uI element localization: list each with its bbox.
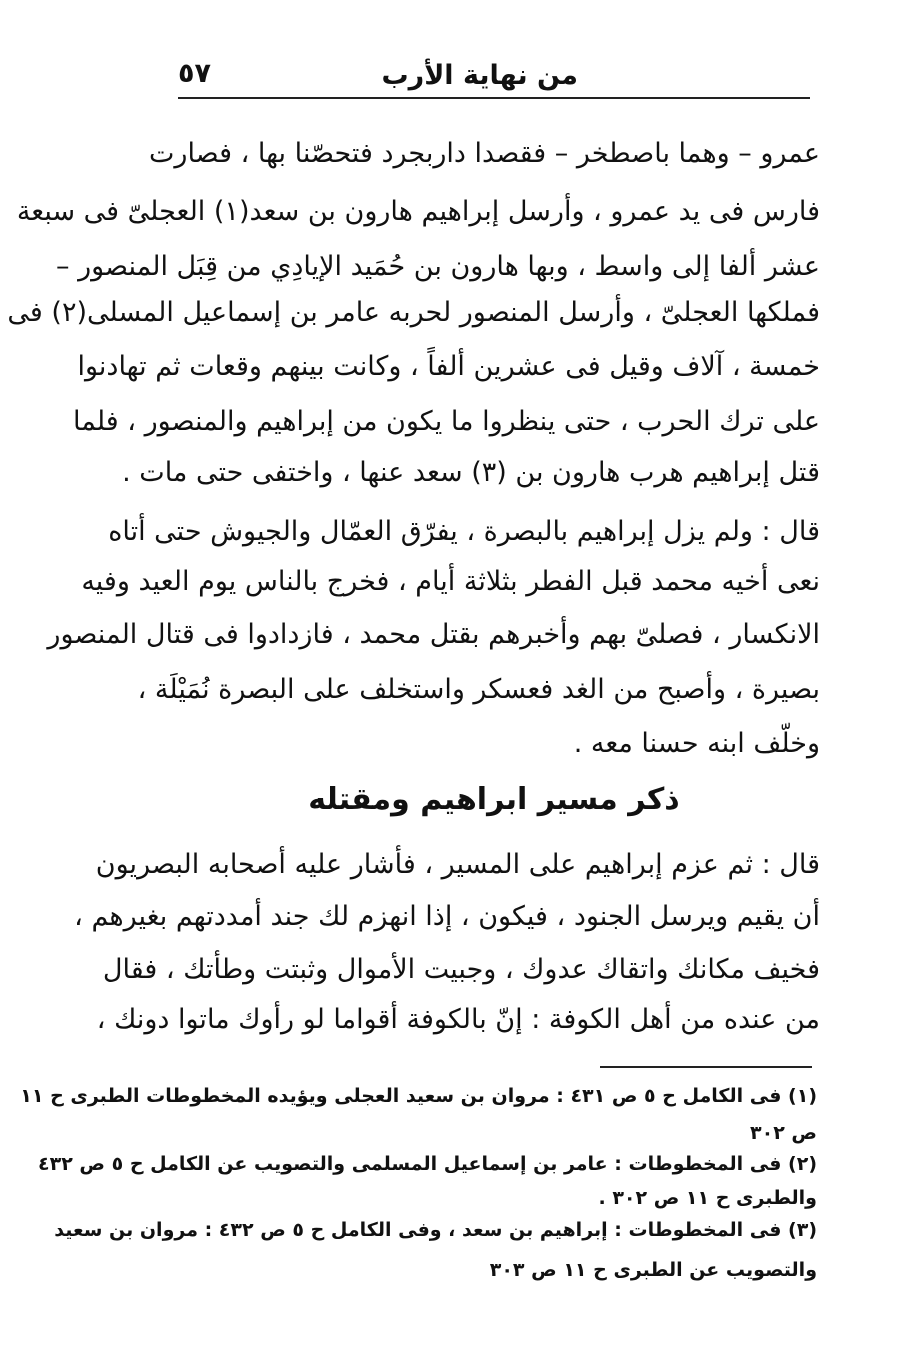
text-line: قتل إبراهيم هرب هارون بن (٣) سعد عنها ، واختفى حتى مات . xyxy=(122,457,820,488)
text-line: بصيرة ، وأصبح من الغد فعسكر واستخلف على البصرة نُمَيْلَة ، xyxy=(137,674,820,705)
header-rule xyxy=(178,97,810,99)
text-line: خمسة ، آلاف وقيل فى عشرين ألفاً ، وكانت بينهم وقعات ثم تهادنوا xyxy=(77,351,820,382)
text-line: من عنده من أهل الكوفة : إنّ بالكوفة أقواما لو رأوك ماتوا دونك ، xyxy=(96,1004,820,1035)
text-line: أن يقيم ويرسل الجنود ، فيكون ، إذا انهزم لك جند أمددتهم بغيرهم ، xyxy=(74,901,820,932)
footnote-2-line: (٢) فى المخطوطات : عامر بن إسماعيل المسلمى والتصويب عن الكامل ح ٥ ص ٤٣٢ xyxy=(38,1153,817,1175)
section-heading: ذكر مسير ابراهيم ومقتله xyxy=(308,782,680,817)
text-line: نعى أخيه محمد قبل الفطر بثلاثة أيام ، فخرج بالناس يوم العيد وفيه xyxy=(81,566,820,597)
text-line: الانكسار ، فصلىّ بهم وأخبرهم بقتل محمد ، فازدادوا فى قتال المنصور xyxy=(47,619,820,650)
running-title: من نهاية الأرب xyxy=(381,60,578,91)
footnote-1-line: ص ٣٠٢ xyxy=(750,1122,817,1144)
footnote-rule xyxy=(600,1066,812,1068)
page-header xyxy=(178,58,808,98)
text-line: على ترك الحرب ، حتى ينظروا ما يكون من إبراهيم والمنصور ، فلما xyxy=(73,406,820,437)
text-line: فارس فى يد عمرو ، وأرسل إبراهيم هارون بن سعد(١) العجلىّ فى سبعة xyxy=(16,196,820,227)
footnote-3-line: والتصويب عن الطبرى ح ١١ ص ٣٠٣ xyxy=(489,1259,817,1281)
text-line: فملكها العجلىّ ، وأرسل المنصور لحربه عامر بن إسماعيل المسلى(٢) فى xyxy=(7,297,820,328)
footnote-2-line: والطبرى ح ١١ ص ٣٠٢ . xyxy=(598,1187,817,1209)
text-line: عمرو – وهما باصطخر – فقصدا داربجرد فتحصّنا بها ، فصارت xyxy=(149,138,820,169)
text-line: وخلّف ابنه حسنا معه . xyxy=(573,728,820,759)
footnote-3-line: (٣) فى المخطوطات : إبراهيم بن سعد ، وفى الكامل ح ٥ ص ٤٣٢ : مروان بن سعيد xyxy=(54,1219,817,1241)
text-line: قال : ولم يزل إبراهيم بالبصرة ، يفرّق العمّال والجيوش حتى أتاه xyxy=(108,516,820,547)
page-number: ٥٧ xyxy=(178,58,211,89)
text-line: عشر ألفا إلى واسط ، وبها هارون بن حُمَيد الإيادِي من قِبَل المنصور – xyxy=(55,251,820,282)
footnote-1-line: (١) فى الكامل ح ٥ ص ٤٣١ : مروان بن سعيد العجلى ويؤيده المخطوطات الطبرى ح ١١ xyxy=(20,1085,817,1107)
text-line: فخيف مكانك واتقاك عدوك ، وجبيت الأموال وثبتت وطأتك ، فقال xyxy=(102,954,820,985)
text-line: قال : ثم عزم إبراهيم على المسير ، فأشار عليه أصحابه البصريون xyxy=(95,849,820,880)
